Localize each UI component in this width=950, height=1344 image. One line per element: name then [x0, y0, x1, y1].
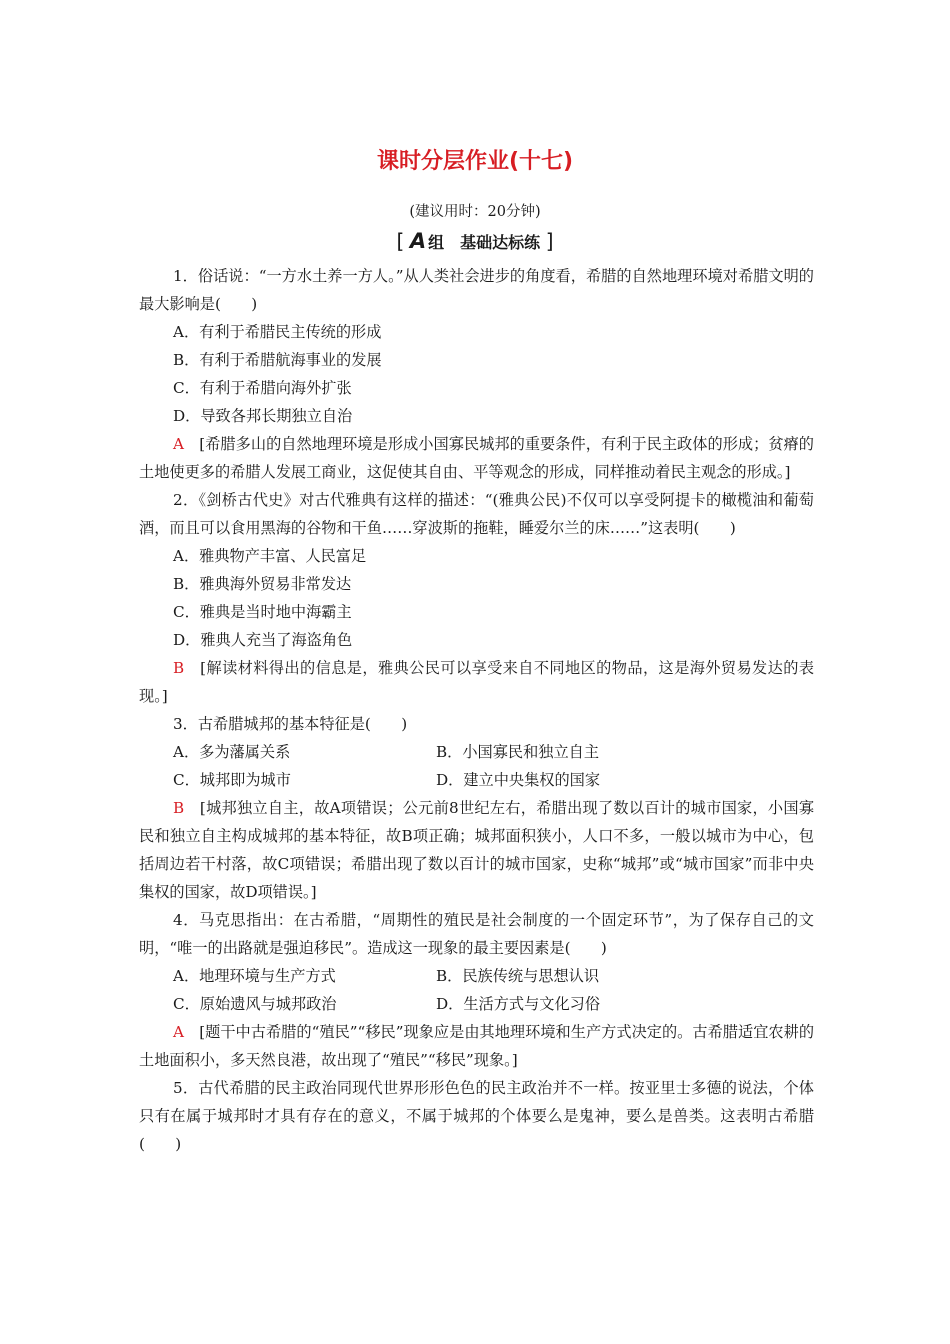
option: D．建立中央集权的国家: [436, 771, 601, 789]
explanation-text: [城邦独立自主，故A项错误；公元前8世纪左右，希腊出现了数以百计的城市国家，小国寡民和独立自主构成城邦的基本特征，故B项正确；城邦面积狭小，人口不多，一般以城市为中心，包括周边若干村落，故C项错误；希腊出现了数以百计的城市国家，史称“城邦”或“城市国家”而非中央集权的国家，故D项错误。]: [139, 799, 815, 901]
option-row: [173, 990, 814, 1018]
option: A．地理环境与生产方式: [173, 967, 336, 985]
bracket-right: ]: [545, 229, 554, 253]
option: D．雅典人充当了海盗角色: [173, 631, 353, 649]
explanation-text: [解读材料得出的信息是，雅典公民可以享受来自不同地区的物品，这是海外贸易发达的表现。]: [139, 659, 815, 705]
question-stem: 4．马克思指出：在古希腊，“周期性的殖民是社会制度的一个固定环节”，为了保存自己的文明，“唯一的出路就是强迫移民”。造成这一现象的最主要因素是( ): [139, 911, 814, 957]
option: C．城邦即为城市: [173, 771, 291, 789]
option: D．生活方式与文化习俗: [436, 995, 601, 1013]
bracket-left: [: [396, 229, 405, 253]
answer-letter: A: [173, 435, 184, 453]
suggested-time: (建议用时：20分钟): [409, 204, 541, 220]
page-title: 课时分层作业(十七): [376, 149, 574, 174]
option: A．有利于希腊民主传统的形成: [173, 323, 382, 341]
option-row: [173, 766, 814, 794]
option: C．雅典是当时地中海霸主: [173, 603, 352, 621]
answer-explanation: [139, 430, 814, 486]
question-stem: 2．《剑桥古代史》对古代雅典有这样的描述：“(雅典公民)不仅可以享受阿提卡的橄榄油和葡萄酒，而且可以食用黑海的谷物和干鱼……穿波斯的拖鞋，睡爱尔兰的床……”这表明( ): [139, 491, 814, 537]
question-stem: 3．古希腊城邦的基本特征是( ): [173, 715, 408, 733]
option: B．小国寡民和独立自主: [436, 743, 600, 761]
explanation-text: [希腊多山的自然地理环境是形成小国寡民城邦的重要条件，有利于民主政体的形成；贫瘠的土地使更多的希腊人发展工商业，这促使其自由、平等观念的形成，同样推动着民主观念的形成。]: [139, 435, 814, 481]
option: B．雅典海外贸易非常发达: [173, 575, 352, 593]
answer-explanation: [139, 794, 814, 906]
option: A．多为藩属关系: [173, 743, 291, 761]
option-row: [173, 738, 814, 766]
option-row: [173, 962, 814, 990]
answer-letter: B: [173, 659, 185, 677]
question-list: [139, 262, 814, 1158]
option: A．雅典物产丰富、人民富足: [173, 547, 367, 565]
option: D．导致各邦长期独立自治: [173, 407, 353, 425]
question-stem: 5．古代希腊的民主政治同现代世界形形色色的民主政治并不一样。按亚里士多德的说法，个体只有在属于城邦时才具有存在的意义，不属于城邦的个体要么是鬼神，要么是兽类。这表明古希腊( ): [139, 1079, 814, 1153]
option: C．原始遗风与城邦政治: [173, 995, 337, 1013]
answer-letter: B: [173, 799, 185, 817]
group-heading: [0, 229, 950, 253]
answer-letter: A: [173, 1023, 184, 1041]
answer-explanation: [139, 1018, 814, 1074]
group-label: 组 基础达标练: [428, 233, 541, 252]
answer-explanation: [139, 654, 814, 710]
option: B．民族传统与思想认识: [436, 967, 600, 985]
explanation-text: [题干中古希腊的“殖民”“移民”现象应是由其地理环境和生产方式决定的。古希腊适宜农耕的土地面积小，多天然良港，故出现了“殖民”“移民”现象。]: [139, 1023, 815, 1069]
option: C．有利于希腊向海外扩张: [173, 379, 352, 397]
group-letter: A: [409, 229, 427, 253]
question-stem: 1．俗话说：“一方水土养一方人。”从人类社会进步的角度看，希腊的自然地理环境对希腊文明的最大影响是( ): [139, 267, 814, 313]
option: B．有利于希腊航海事业的发展: [173, 351, 382, 369]
